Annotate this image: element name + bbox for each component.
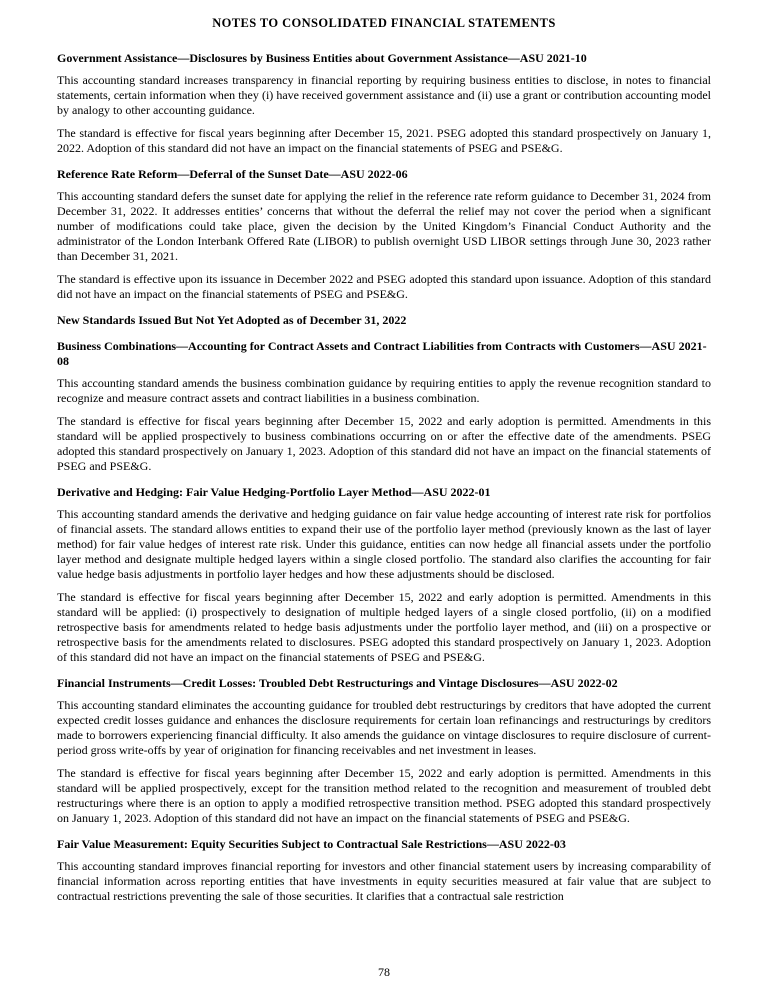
- paragraph: This accounting standard eliminates the accounting guidance for troubled debt restructurings by creditors that have adopted the current expected credit losses guidance and enhances the disclosure requirements for certain loan refinancings and restructurings by creditors made to borrowers experiencing financial difficulty. It also amends the guidance on vintage disclosures to require disclosure of current-period gross write-offs by year of origination for financing receivables and net investment in leases.: [57, 698, 711, 757]
- paragraph: The standard is effective for fiscal years beginning after December 15, 2022 and early adoption is permitted. Amendments in this standard will be applied: (i) prospectively to designation of multiple hedged layers of a single closed portfolio, (ii) on a modified retrospective basis for amendments related to hedge basis adjustments under the portfolio layer method, and (iii) on a prospective or retrospective basis for the amendments related to disclosures. PSEG adopted this standard prospectively on January 1, 2023. Adoption of this standard did not have an impact on the financial statements of PSEG and PSE&G.: [57, 590, 711, 664]
- section-government-assistance: [57, 51, 711, 156]
- section-business-combinations: [57, 339, 711, 474]
- paragraph: This accounting standard amends the derivative and hedging guidance on fair value hedge accounting of interest rate risk for portfolios of financial assets. The standard allows entities to expand their use of the portfolio layer method (previously known as the last of layer method) for fair value hedges of interest rate risk. Under this guidance, entities can now hedge all financial assets under the portfolio layer method and designate multiple hedged layers within a single closed portfolio. The standard also clarifies the accounting for fair value hedge basis adjustments in portfolio layer hedges and how these adjustments should be disclosed.: [57, 507, 711, 581]
- section-heading: Reference Rate Reform—Deferral of the Sunset Date—ASU 2022-06: [57, 167, 408, 181]
- paragraph: The standard is effective for fiscal years beginning after December 15, 2022 and early adoption is permitted. Amendments in this standard will be applied prospectively, except for the transition method related to the recognition and measurement of troubled debt restructurings where there is an option to apply a modified retrospective transition method. PSEG adopted this standard prospectively on January 1, 2023. Adoption of this standard did not have an impact on the financial statements of PSEG and PSE&G.: [57, 766, 711, 825]
- section-heading: Derivative and Hedging: Fair Value Hedging-Portfolio Layer Method—ASU 2022-01: [57, 485, 491, 499]
- paragraph: The standard is effective upon its issuance in December 2022 and PSEG adopted this standard upon issuance. Adoption of this standard did not have an impact on the financial statements of PSEG and PSE&G.: [57, 272, 711, 301]
- page-title: NOTES TO CONSOLIDATED FINANCIAL STATEMENTS: [212, 16, 556, 30]
- section-heading: New Standards Issued But Not Yet Adopted as of December 31, 2022: [57, 313, 407, 327]
- paragraph: This accounting standard amends the business combination guidance by requiring entities to apply the revenue recognition standard to recognize and measure contract assets and contract liabilities in a business combination.: [57, 376, 711, 405]
- section-financial-instruments-credit-losses: [57, 676, 711, 826]
- section-heading: Government Assistance—Disclosures by Business Entities about Government Assistance—ASU 2021-10: [57, 51, 587, 65]
- paragraph: This accounting standard increases transparency in financial reporting by requiring business entities to disclose, in notes to financial statements, certain information when they (i) have received government assistance and (ii) use a grant or contribution accounting model by analogy to other accounting guidance.: [57, 73, 711, 117]
- paragraph: This accounting standard defers the sunset date for applying the relief in the reference rate reform guidance to December 31, 2024 from December 31, 2022. It addresses entities’ concerns that without the deferral the relief may not cover the period when a significant number of modifications could take place, given the decision by the United Kingdom’s Financial Conduct Authority and the administrator of the London Interbank Offered Rate (LIBOR) to publish overnight USD LIBOR settings through June 30, 2023 rather than December 31, 2021.: [57, 189, 711, 263]
- section-heading: Financial Instruments—Credit Losses: Troubled Debt Restructurings and Vintage Disclosures—ASU 2022-02: [57, 676, 618, 690]
- section-heading: Fair Value Measurement: Equity Securities Subject to Contractual Sale Restrictions—ASU 2022-03: [57, 837, 566, 851]
- section-reference-rate-reform: [57, 167, 711, 302]
- paragraph: The standard is effective for fiscal years beginning after December 15, 2022 and early adoption is permitted. Amendments in this standard will be applied prospectively to business combinations occurring on or after the effective date of the amendments. PSEG adopted this standard prospectively on January 1, 2023. Adoption of this standard did not have an impact on the financial statements of PSEG and PSE&G.: [57, 414, 711, 473]
- section-derivative-and-hedging: [57, 485, 711, 665]
- paragraph: This accounting standard improves financial reporting for investors and other financial statement users by increasing comparability of financial information across reporting entities that have investments in equity securities measured at fair value that are subject to contractual restrictions preventing the sale of those securities. It clarifies that a contractual sale restriction: [57, 859, 711, 903]
- section-new-standards: [57, 313, 711, 328]
- page-number: 78: [378, 965, 390, 979]
- section-heading: Business Combinations—Accounting for Contract Assets and Contract Liabilities from Contracts with Customers—ASU 2021-08: [57, 339, 707, 368]
- paragraph: The standard is effective for fiscal years beginning after December 15, 2021. PSEG adopted this standard prospectively on January 1, 2022. Adoption of this standard did not have an impact on the financial statements of PSEG and PSE&G.: [57, 126, 711, 155]
- section-fair-value-measurement: [57, 837, 711, 904]
